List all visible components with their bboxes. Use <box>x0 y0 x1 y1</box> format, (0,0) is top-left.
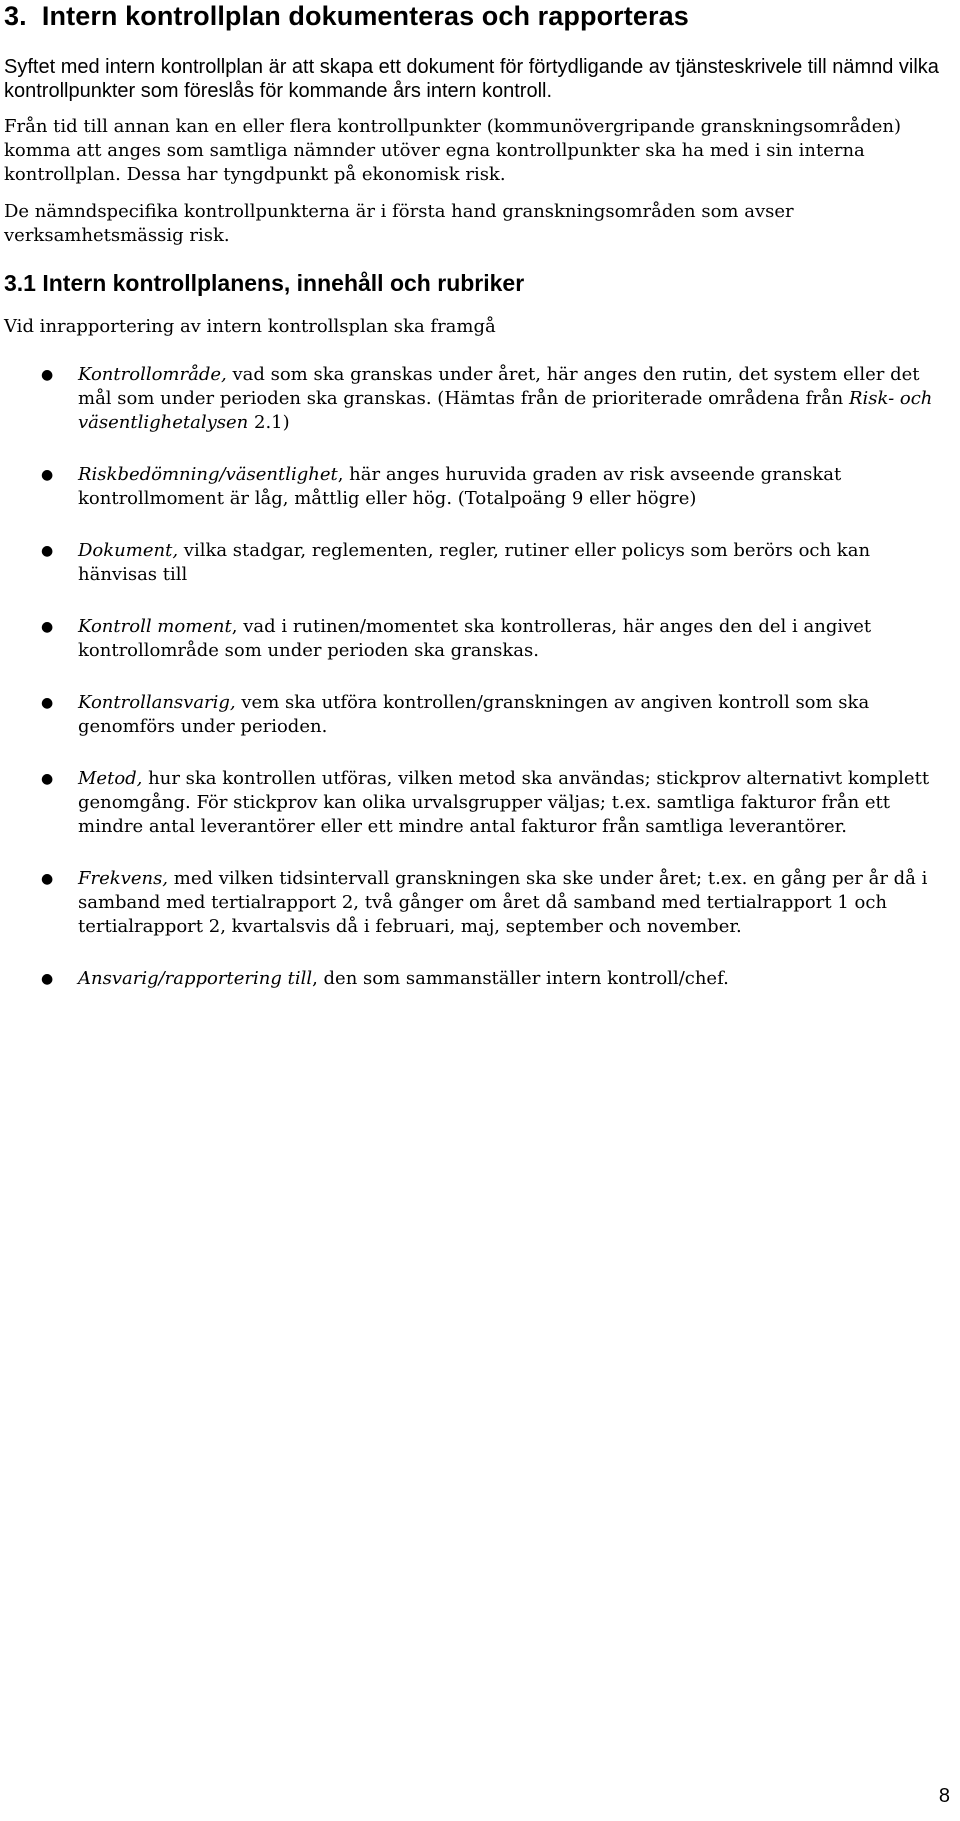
list-item-text: , vad i rutinen/momentet ska kontrolleras, här anges den del i angivet kontrollområde som under perioden ska granskas. <box>78 616 872 661</box>
list-item-term: Kontrollansvarig, <box>78 692 236 713</box>
list-item-term: Metod, <box>78 768 143 789</box>
bullet-icon: ● <box>41 619 54 635</box>
bullet-icon: ● <box>41 871 54 887</box>
intro-paragraph: Vid inrapportering av intern kontrollsplan ska framgå <box>4 316 496 337</box>
bullet-icon: ● <box>41 467 54 483</box>
list-item-text: , den som sammanställer intern kontroll/chef. <box>312 968 729 989</box>
list-item-term: Kontroll moment <box>78 616 232 637</box>
list-item <box>4 767 948 839</box>
document-page <box>4 0 948 1019</box>
list-item <box>4 615 948 663</box>
specific-controlpoints-paragraph: De nämndspecifika kontrollpunkterna är i första hand granskningsområden som avser verksamhetsmässig risk. <box>4 201 794 246</box>
list-item-text: vad som ska granskas under året, här anges den rutin, det system eller det mål som under perioden ska granskas. (Hämtas från de prioriterade områdena från <box>78 364 920 409</box>
list-item-text: , här anges huruvida graden av risk avseende granskat kontrollmoment är låg, måttlig eller hög. (Totalpoäng 9 eller högre) <box>78 464 842 509</box>
list-item <box>4 691 948 739</box>
section-heading: 3. Intern kontrollplan dokumenteras och rapporteras <box>4 1 689 31</box>
list-item-text-end: 2.1) <box>248 412 290 433</box>
list-item-term: Riskbedömning/väsentlighet <box>78 464 338 485</box>
bullet-icon: ● <box>41 367 54 383</box>
list-item-text: vem ska utföra kontrollen/granskningen av angiven kontroll som ska genomförs under perioden. <box>78 692 870 737</box>
list-item-text: hur ska kontrollen utföras, vilken metod ska användas; stickprov alternativt komplett genomgång. För stickprov kan olika urvalsgrupper väljas; t.ex. samtliga fakturor från ett mindre antal leverantörer eller ett mindre antal fakturor från samtliga leverantörer. <box>78 768 930 837</box>
list-item <box>4 363 948 435</box>
list-item-reference: Risk- och väsentlighetalysen <box>78 388 933 433</box>
bullet-icon: ● <box>41 771 54 787</box>
list-item-text: vilka stadgar, reglementen, regler, rutiner eller policys som berörs och kan hänvisas till <box>78 540 871 585</box>
bullet-icon: ● <box>41 695 54 711</box>
content-list <box>4 363 948 991</box>
list-item-term: Kontrollområde, <box>78 364 227 385</box>
subsection-heading: 3.1 Intern kontrollplanens, innehåll och rubriker <box>4 270 525 296</box>
list-item <box>4 867 948 939</box>
purpose-paragraph: Syftet med intern kontrollplan är att skapa ett dokument för förtydligande av tjänsteskrivele till nämnd vilka kontrollpunkter som föreslås för kommande års intern kontroll. <box>4 56 939 102</box>
bullet-icon: ● <box>41 971 54 987</box>
list-item-term: Ansvarig/rapportering till <box>78 968 313 989</box>
list-item <box>4 539 948 587</box>
list-item-text: med vilken tidsintervall granskningen ska ske under året; t.ex. en gång per år då i samband med tertialrapport 2, två gånger om året då samband med tertialrapport 1 och tertialrapport 2, kvartalsvis då i februari, maj, september och november. <box>78 868 928 937</box>
list-item-term: Frekvens, <box>78 868 169 889</box>
bullet-icon: ● <box>41 543 54 559</box>
list-item <box>4 463 948 511</box>
list-item-term: Dokument, <box>78 540 179 561</box>
page-number: 8 <box>938 1785 950 1807</box>
list-item <box>4 967 948 991</box>
common-controlpoints-paragraph: Från tid till annan kan en eller flera kontrollpunkter (kommunövergripande granskningsområden) komma att anges som samtliga nämnder utöver egna kontrollpunkter ska ha med i sin interna kontrollplan. Dessa har tyngdpunkt på ekonomisk risk. <box>4 116 902 185</box>
